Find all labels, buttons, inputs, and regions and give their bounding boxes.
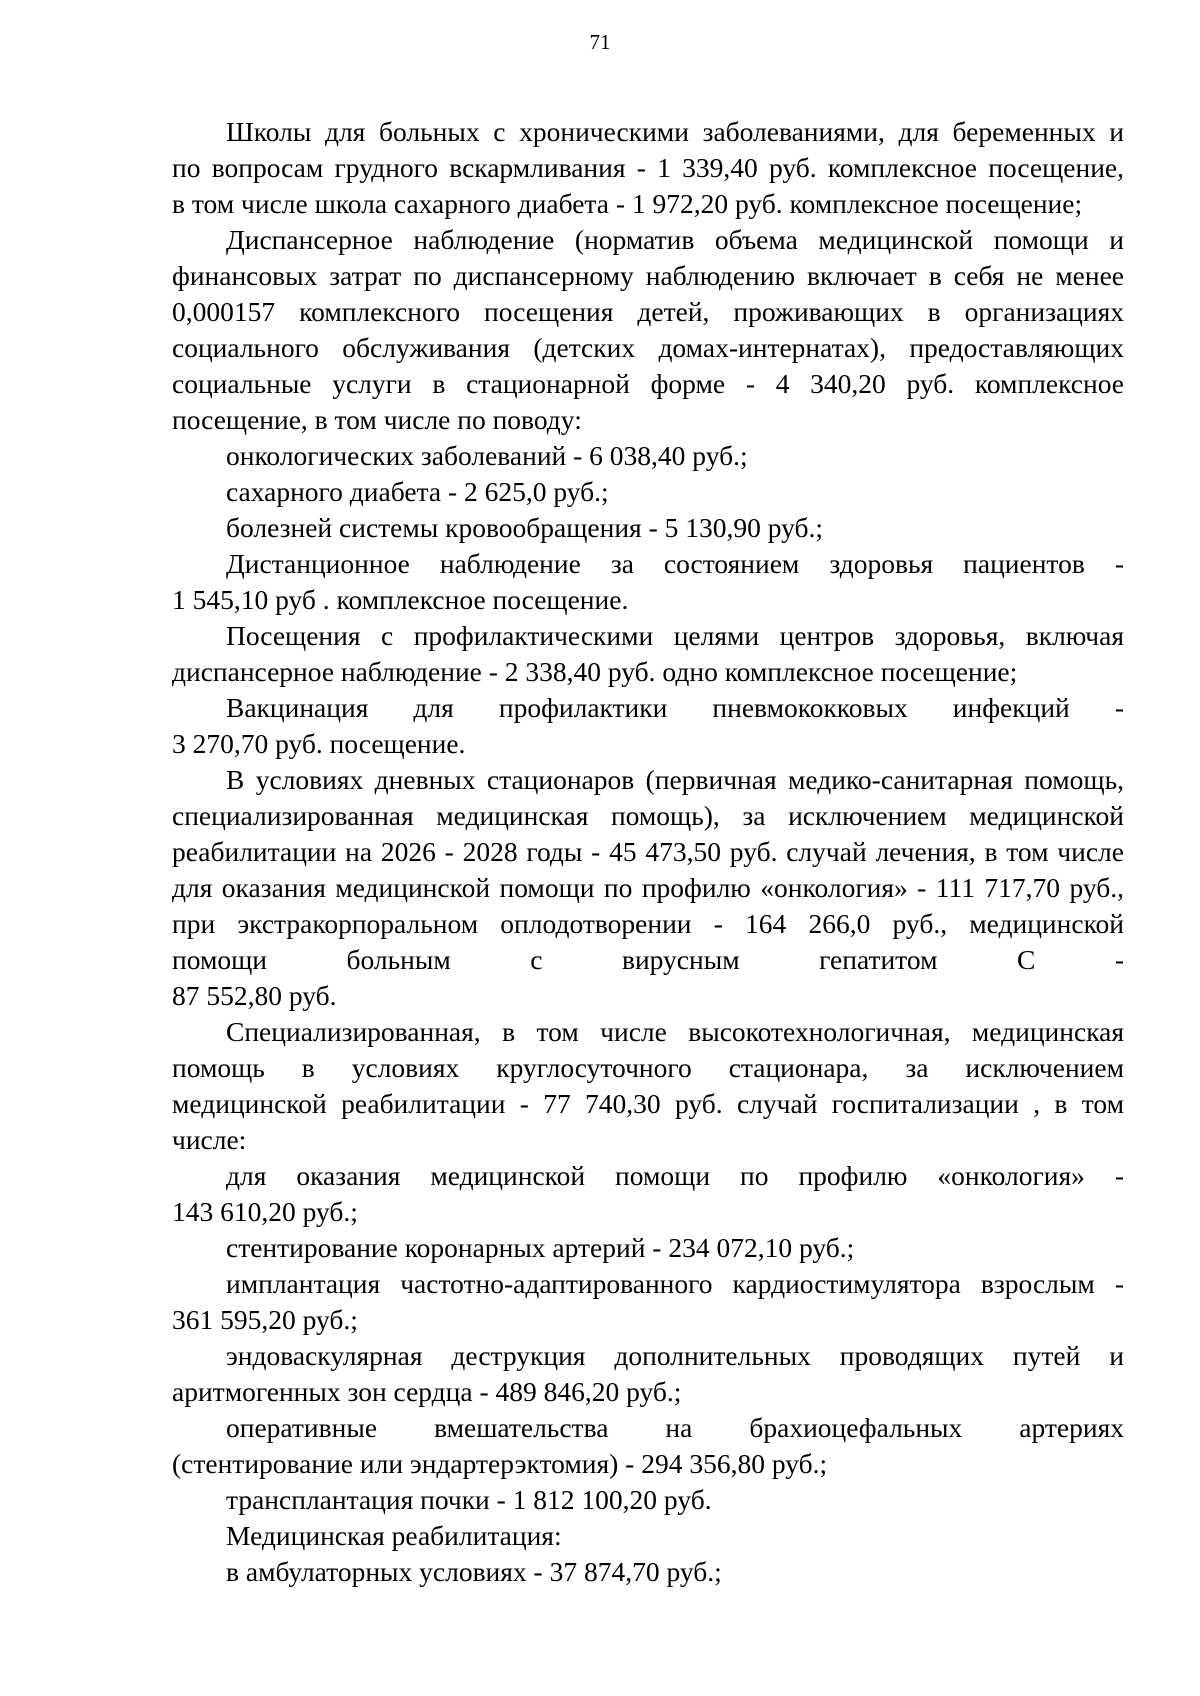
page-number: 71	[589, 30, 611, 54]
text-line: при экстракорпоральном оплодотворении - 164 266,0 руб., медицинской	[172, 908, 1124, 939]
paragraph	[172, 546, 1124, 618]
paragraph	[172, 1338, 1124, 1410]
text-line: эндоваскулярная деструкция дополнительных проводящих путей и	[226, 1340, 1124, 1371]
text-line: в амбулаторных условиях - 37 874,70 руб.;	[226, 1556, 722, 1587]
text-line: 87 552,80 руб.	[172, 980, 337, 1011]
text-line: Посещения с профилактическими целями центров здоровья, включая	[226, 620, 1124, 651]
paragraph	[172, 510, 1124, 546]
text-line: Дистанционное наблюдение за состоянием здоровья пациентов -	[226, 548, 1124, 579]
text-line: социальные услуги в стационарной форме - 4 340,20 руб. комплексное	[172, 368, 1124, 399]
text-line: сахарного диабета - 2 625,0 руб.;	[226, 476, 609, 507]
paragraph	[172, 438, 1124, 474]
paragraph	[172, 1158, 1124, 1230]
text-line: для оказания медицинской помощи по профилю «онкология» - 111 717,70 руб.,	[172, 872, 1124, 903]
text-line: имплантация частотно-адаптированного кардиостимулятора взрослым -	[226, 1268, 1124, 1299]
text-line: финансовых затрат по диспансерному наблюдению включает в себя не менее	[172, 260, 1124, 291]
text-line: посещение, в том числе по поводу:	[172, 404, 582, 435]
text-line: помощь в условиях круглосуточного стационара, за исключением	[172, 1052, 1124, 1083]
text-line: онкологических заболеваний - 6 038,40 руб.;	[226, 440, 748, 471]
text-line: 361 595,20 руб.;	[172, 1304, 358, 1335]
text-line: Вакцинация для профилактики пневмококковых инфекций -	[226, 692, 1124, 723]
text-line: Медицинская реабилитация:	[226, 1520, 562, 1551]
text-line: Школы для больных с хроническими заболеваниями, для беременных и	[226, 116, 1124, 147]
text-line: диспансерное наблюдение - 2 338,40 руб. одно комплексное посещение;	[172, 656, 1018, 687]
text-line: по вопросам грудного вскармливания - 1 339,40 руб. комплексное посещение,	[172, 152, 1124, 183]
text-line: 0,000157 комплексного посещения детей, проживающих в организациях	[172, 296, 1124, 327]
text-line: для оказания медицинской помощи по профилю «онкология» -	[226, 1160, 1124, 1191]
text-line: оперативные вмешательства на брахиоцефальных артериях	[226, 1412, 1124, 1443]
paragraph	[172, 474, 1124, 510]
text-line: аритмогенных зон сердца - 489 846,20 руб.;	[172, 1376, 682, 1407]
text-line: в том числе школа сахарного диабета - 1 972,20 руб. комплексное посещение;	[172, 188, 1083, 219]
text-line: 3 270,70 руб. посещение.	[172, 728, 466, 759]
paragraph	[172, 1518, 1124, 1554]
text-line: 1 545,10 руб . комплексное посещение.	[172, 584, 629, 615]
paragraph	[172, 114, 1124, 222]
paragraph	[172, 222, 1124, 438]
paragraph	[172, 1014, 1124, 1158]
text-line: (стентирование или эндартерэктомия) - 294 356,80 руб.;	[172, 1448, 828, 1479]
document-body	[172, 114, 1124, 1590]
text-line: помощи больным с вирусным гепатитом С -	[172, 944, 1124, 975]
text-line: специализированная медицинская помощь), за исключением медицинской	[172, 800, 1124, 831]
text-line: социального обслуживания (детских домах-интернатах), предоставляющих	[172, 332, 1124, 363]
paragraph	[172, 762, 1124, 1014]
paragraph	[172, 618, 1124, 690]
text-line: реабилитации на 2026 - 2028 годы - 45 473,50 руб. случай лечения, в том числе	[172, 836, 1124, 867]
text-line: трансплантация почки - 1 812 100,20 руб.	[226, 1484, 712, 1515]
paragraph	[172, 1266, 1124, 1338]
text-line: стентирование коронарных артерий - 234 072,10 руб.;	[226, 1232, 855, 1263]
text-line: болезней системы кровообращения - 5 130,90 руб.;	[226, 512, 824, 543]
text-line: числе:	[172, 1124, 247, 1155]
paragraph	[172, 1230, 1124, 1266]
text-line: медицинской реабилитации - 77 740,30 руб. случай госпитализации , в том	[172, 1088, 1124, 1119]
text-line: Специализированная, в том числе высокотехнологичная, медицинская	[226, 1016, 1124, 1047]
text-line: 143 610,20 руб.;	[172, 1196, 358, 1227]
text-line: Диспансерное наблюдение (норматив объема медицинской помощи и	[226, 224, 1124, 255]
paragraph	[172, 1410, 1124, 1482]
paragraph	[172, 1482, 1124, 1518]
paragraph	[172, 690, 1124, 762]
text-line: В условиях дневных стационаров (первичная медико-санитарная помощь,	[226, 764, 1124, 795]
paragraph	[172, 1554, 1124, 1590]
